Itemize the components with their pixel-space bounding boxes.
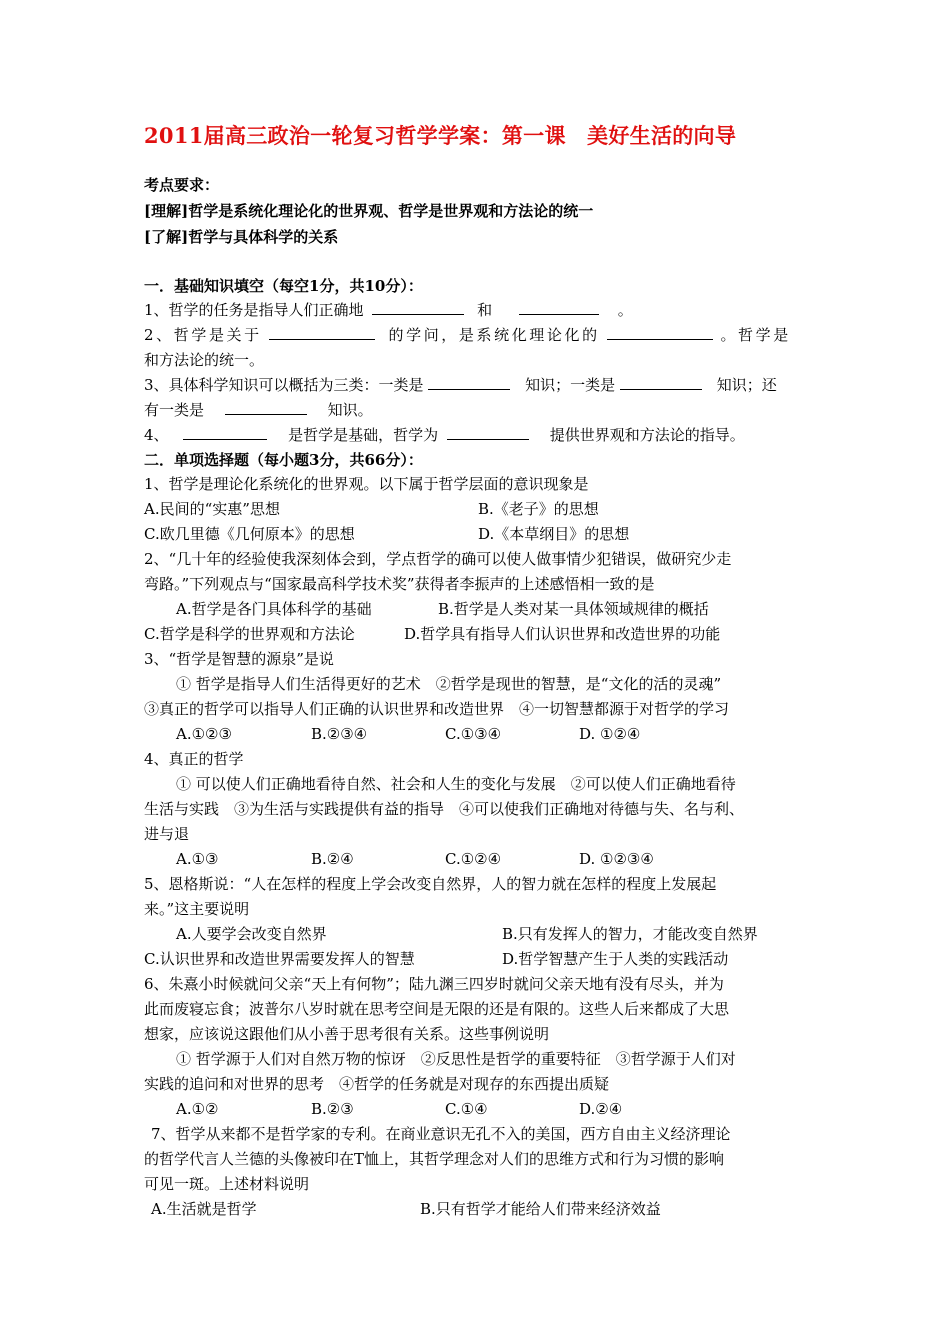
q2-continuation: 和方法论的统一。 bbox=[144, 351, 265, 369]
q6-statements-2: 实践的追问和对世界的思考 ④哲学的任务就是对现存的东西提出质疑 bbox=[144, 1075, 610, 1093]
q5-option-d: D.哲学智慧产生于人类的实践活动 bbox=[502, 950, 729, 968]
answer-blank bbox=[269, 325, 375, 340]
q2-text-b: 的学问，是系统化理论化的 bbox=[388, 326, 600, 344]
q3-text-a: 3、具体科学知识可以概括为三类：一类是 bbox=[144, 376, 424, 394]
section1-heading: 一．基础知识填空（每空1分，共10分）： bbox=[144, 277, 423, 295]
answer-blank bbox=[183, 425, 267, 440]
q3-option-c: C.①③④ bbox=[445, 725, 502, 743]
question-6-stem-cont-2: 想家，应该说这跟他们从小善于思考很有关系。这些事例说明 bbox=[144, 1025, 550, 1043]
q3-text-c: 知识；还 bbox=[716, 376, 777, 394]
requirement-know: [了解]哲学与具体科学的关系 bbox=[144, 228, 339, 246]
q4-text-a: 4、 bbox=[144, 426, 169, 444]
q6-option-a: A.①② bbox=[176, 1100, 219, 1118]
q4-statements-1: ① 可以使人们正确地看待自然、社会和人生的变化与发展 ②可以使人们正确地看待 bbox=[176, 775, 736, 793]
fill-question-3 bbox=[144, 375, 777, 395]
q2-option-c: C.哲学是科学的世界观和方法论 bbox=[144, 625, 355, 643]
q6-option-c: C.①④ bbox=[445, 1100, 488, 1118]
requirements-heading: 考点要求： bbox=[144, 176, 220, 194]
question-3-stem: 3、“哲学是智慧的源泉”是说 bbox=[144, 650, 334, 668]
answer-blank bbox=[620, 375, 702, 390]
q4-option-d: D. ①②③④ bbox=[579, 850, 654, 868]
document-title: 2011届高三政治一轮复习哲学学案：第一课 美好生活的向导 bbox=[144, 123, 737, 148]
q6-option-b: B.②③ bbox=[311, 1100, 354, 1118]
answer-blank bbox=[607, 325, 713, 340]
question-1-stem: 1、哲学是理论化系统化的世界观。以下属于哲学层面的意识现象是 bbox=[144, 475, 589, 493]
q7-option-a: A.生活就是哲学 bbox=[151, 1200, 257, 1218]
q4-option-a: A.①③ bbox=[176, 850, 219, 868]
q5-option-b: B.只有发挥人的智力，才能改变自然界 bbox=[502, 925, 758, 943]
question-4-stem: 4、真正的哲学 bbox=[144, 750, 244, 768]
q4-statements-2: 生活与实践 ③为生活与实践提供有益的指导 ④可以使我们正确地对待德与失、名与利、 bbox=[144, 800, 745, 818]
q1-option-d: D.《本草纲目》的思想 bbox=[478, 525, 630, 543]
q3-continuation bbox=[144, 400, 373, 420]
q3-statements-2: ③真正的哲学可以指导人们正确的认识世界和改造世界 ④一切智慧都源于对哲学的学习 bbox=[144, 700, 730, 718]
q2-option-a: A.哲学是各门具体科学的基础 bbox=[176, 600, 372, 618]
requirement-understand: [理解]哲学是系统化理论化的世界观、哲学是世界观和方法论的统一 bbox=[144, 202, 594, 220]
fill-question-4 bbox=[144, 425, 745, 445]
section2-heading: 二．单项选择题（每小题3分，共66分）： bbox=[144, 451, 423, 469]
question-2-stem-cont: 弯路。”下列观点与“国家最高科学技术奖”获得者李振声的上述感悟相一致的是 bbox=[144, 575, 655, 593]
q1-option-c: C.欧几里德《几何原本》的思想 bbox=[144, 525, 355, 543]
q5-option-c: C.认识世界和改造世界需要发挥人的智慧 bbox=[144, 950, 415, 968]
fill-question-2 bbox=[144, 325, 791, 345]
q4-statements-3: 进与退 bbox=[144, 825, 190, 843]
q1-text-a: 1、哲学的任务是指导人们正确地 bbox=[144, 301, 364, 319]
question-6-stem: 6、朱熹小时候就问父亲“天上有何物”；陆九渊三四岁时就问父亲天地有没有尽头，并为 bbox=[144, 975, 724, 993]
answer-blank bbox=[428, 375, 510, 390]
q4-text-c: 提供世界观和方法论的指导。 bbox=[549, 426, 745, 444]
q2-text-c: 。哲学是 bbox=[720, 326, 791, 344]
q2-option-b: B.哲学是人类对某一具体领域规律的概括 bbox=[438, 600, 709, 618]
fill-question-1 bbox=[144, 300, 633, 320]
q1-text-c: 。 bbox=[617, 301, 633, 319]
q3-option-b: B.②③④ bbox=[311, 725, 368, 743]
question-7-stem: 7、哲学从来都不是哲学家的专利。在商业意识无孔不入的美国，西方自由主义经济理论 bbox=[151, 1125, 731, 1143]
question-7-stem-cont-1: 的哲学代言人兰德的头像被印在T恤上，其哲学理念对人们的思维方式和行为习惯的影响 bbox=[144, 1150, 725, 1168]
q7-option-b: B.只有哲学才能给人们带来经济效益 bbox=[420, 1200, 661, 1218]
q4-text-b: 是哲学是基础，哲学为 bbox=[288, 426, 439, 444]
q2-option-d: D.哲学具有指导人们认识世界和改造世界的功能 bbox=[404, 625, 721, 643]
answer-blank bbox=[225, 400, 307, 415]
question-5-stem-cont: 来。”这主要说明 bbox=[144, 900, 250, 918]
q4-option-c: C.①②④ bbox=[445, 850, 502, 868]
question-6-stem-cont-1: 此而废寝忘食；波普尔八岁时就在思考空间是无限的还是有限的。这些人后来都成了大思 bbox=[144, 1000, 730, 1018]
q3-option-d: D. ①②④ bbox=[579, 725, 641, 743]
q1-text-b: 和 bbox=[477, 301, 493, 319]
q2-text-a: 2、哲学是关于 bbox=[144, 326, 262, 344]
q1-option-b: B.《老子》的思想 bbox=[478, 500, 599, 518]
q3-text-b: 知识；一类是 bbox=[525, 376, 616, 394]
question-2-stem: 2、“几十年的经验使我深刻体会到，学点哲学的确可以使人做事情少犯错误，做研究少走 bbox=[144, 550, 732, 568]
answer-blank bbox=[519, 300, 599, 315]
answer-blank bbox=[447, 425, 529, 440]
q4-option-b: B.②④ bbox=[311, 850, 354, 868]
q3-text-d: 有一类是 bbox=[144, 401, 205, 419]
q5-option-a: A.人要学会改变自然界 bbox=[176, 925, 327, 943]
q3-text-e: 知识。 bbox=[327, 401, 373, 419]
answer-blank bbox=[372, 300, 464, 315]
q3-statements-1: ① 哲学是指导人们生活得更好的艺术 ②哲学是现世的智慧，是“文化的活的灵魂” bbox=[176, 675, 722, 693]
question-5-stem: 5、恩格斯说：“人在怎样的程度上学会改变自然界，人的智力就在怎样的程度上发展起 bbox=[144, 875, 717, 893]
q6-option-d: D.②④ bbox=[579, 1100, 623, 1118]
q1-option-a: A.民间的“实惠”思想 bbox=[144, 500, 280, 518]
question-7-stem-cont-2: 可见一斑。上述材料说明 bbox=[144, 1175, 310, 1193]
q3-option-a: A.①②③ bbox=[176, 725, 232, 743]
q6-statements-1: ① 哲学源于人们对自然万物的惊讶 ②反思性是哲学的重要特征 ③哲学源于人们对 bbox=[176, 1050, 736, 1068]
